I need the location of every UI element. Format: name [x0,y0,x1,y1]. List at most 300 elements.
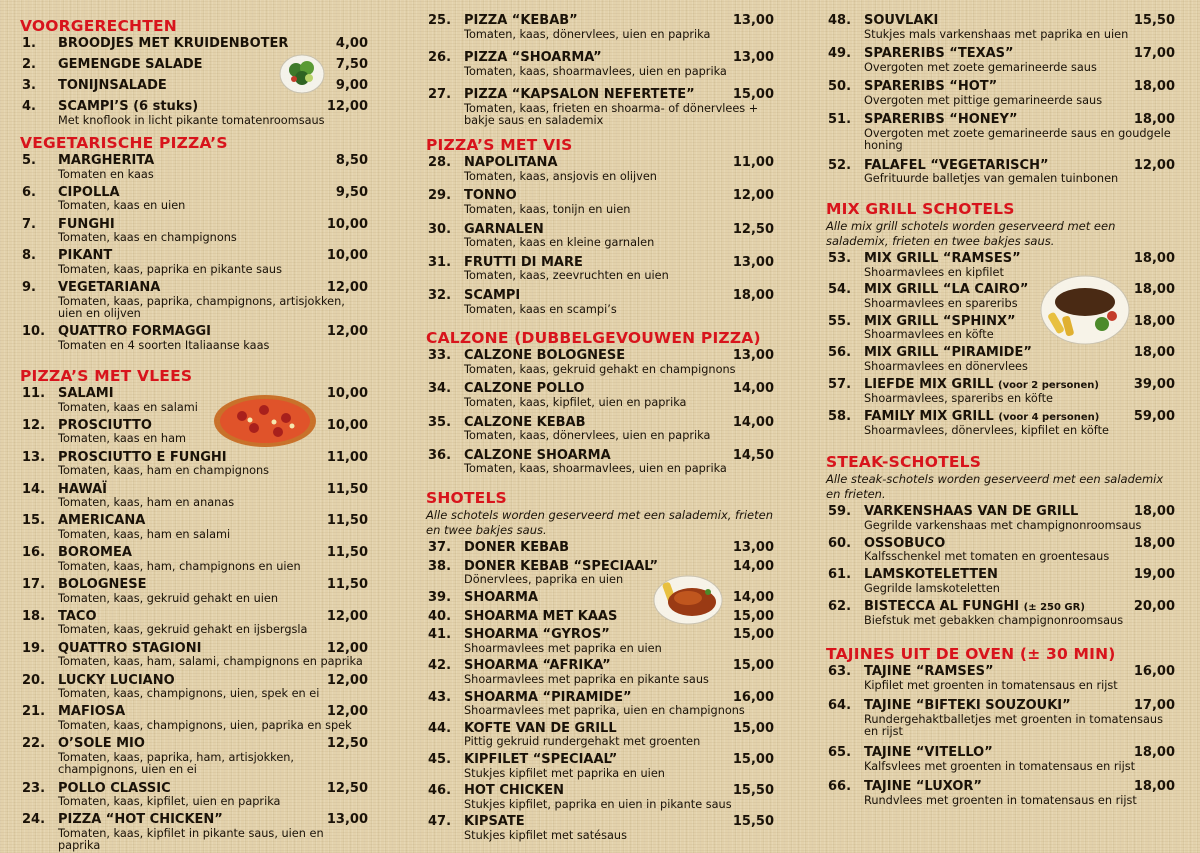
menu-item [20,324,368,352]
menu-item [826,13,1175,41]
item-description: Stukjes kipfilet, paprika en uien in pikante saus [464,797,732,811]
item-price: 8,50 [335,153,368,168]
menu-item-row [826,504,1175,520]
item-description: Tomaten, kaas, shoarmavlees, uien en paprika [464,64,727,78]
item-name: CALZONE POLLO [464,381,585,397]
item-name: FUNGHI [58,216,115,232]
item-price: 9,00 [335,78,368,94]
menu-item [426,255,774,283]
item-name: TAJINE “LUXOR” [864,779,982,795]
item-name: CALZONE BOLOGNESE [464,348,626,363]
item-price: 11,50 [326,545,368,561]
item-number: 1. [22,36,36,51]
item-price: 15,00 [732,608,774,624]
item-price: 15,00 [732,752,774,767]
item-number: 43. [428,689,452,705]
menu-item [826,158,1175,186]
menu-item-row [426,50,774,66]
item-name-wrap [58,812,327,828]
menu-item [20,704,368,732]
menu-item [826,779,1175,807]
item-number: 7. [22,216,36,232]
item-number: 22. [22,736,46,752]
menu-item [426,188,774,216]
menu-section [426,488,774,842]
item-description: Met knoflook in licht pikante tomatenroomsaus [58,113,325,127]
item-description: Gegrilde varkenshaas met champignonroomsaus [864,518,1142,532]
item-name-wrap [58,513,327,529]
item-name-wrap [864,377,1134,394]
menu-item-row [826,345,1175,361]
item-number: 28. [428,155,452,170]
menu-item-row [826,377,1175,394]
salad-bowl-icon [278,50,326,94]
item-name-wrap [464,255,733,271]
item-name-wrap [58,736,327,752]
item-number: 55. [828,313,852,329]
menu-item-row [20,482,368,498]
item-description: Tomaten, kaas, paprika en pikante saus [58,262,282,276]
item-description: Shoarmavlees en spareribs [864,296,1018,310]
item-price: 9,50 [335,184,368,200]
item-description: Tomaten, kaas, dönervlees, uien en paprika [464,429,711,443]
item-name-wrap [864,698,1134,714]
item-number: 54. [828,282,852,298]
item-name: TONIJNSALADE [58,78,167,94]
item-price: 12,00 [1133,157,1175,173]
item-number: 38. [428,558,452,574]
item-description: Shoarmavlees met paprika en uien [464,641,662,655]
item-name-wrap [464,540,733,556]
item-name-wrap [58,673,327,689]
item-name-wrap [464,658,733,674]
menu-item [20,99,368,127]
item-price: 14,00 [732,414,774,430]
item-number: 63. [828,664,852,679]
menu-item-row [20,781,368,797]
item-number: 33. [428,348,452,363]
item-description: Biefstuk met gebakken champignonroomsaus [864,614,1124,628]
item-price: 16,00 [732,689,774,705]
menu-item-row [20,673,368,689]
item-number: 21. [22,704,46,720]
menu-item [826,377,1175,406]
item-name: O’SOLE MIO [58,736,145,752]
menu-item [426,721,774,749]
menu-item-row [20,609,368,625]
item-description: Gefrituurde balletjes van gemalen tuinbonen [864,172,1119,185]
item-name-wrap [464,783,733,799]
item-price: 14,50 [732,447,774,463]
item-name-wrap [864,745,1134,761]
item-name: BOROMEA [58,545,132,561]
item-name-wrap [464,13,733,29]
mixed-grill-plate-icon [1040,272,1130,346]
item-price: 18,00 [1133,745,1175,761]
item-price: 13,00 [732,50,774,65]
item-number: 25. [428,13,452,28]
item-name-wrap [464,814,733,830]
item-price: 10,00 [326,417,368,433]
item-number: 41. [428,627,452,643]
item-name: CALZONE SHOARMA [464,447,611,463]
item-price: 11,50 [326,513,368,529]
item-portion-note: (voor 2 personen) [998,379,1099,391]
item-name-wrap [464,448,733,464]
item-number: 37. [428,540,452,555]
item-price: 14,00 [732,558,774,574]
item-number: 4. [22,99,36,115]
item-number: 29. [428,188,452,204]
item-name: TACO [58,608,97,624]
item-number: 46. [428,783,452,799]
item-price: 59,00 [1133,408,1175,424]
item-price: 17,00 [1133,46,1175,61]
item-name: SHOARMA “GYROS” [464,627,610,643]
item-name: SOUVLAKI [864,13,939,28]
menu-item [20,280,368,321]
item-name-wrap [864,158,1134,174]
menu-item [426,752,774,780]
item-name: MAFIOSA [58,704,126,720]
item-name: VEGETARIANA [58,280,161,296]
item-number: 57. [828,376,852,392]
menu-item-row [826,251,1175,267]
item-name: FALAFEL “VEGETARISCH” [864,157,1049,173]
item-description: Tomaten, kaas, champignons, uien, spek en ei [58,687,320,701]
item-name: MARGHERITA [58,153,155,168]
item-description: Tomaten, kaas, ham en salami [58,527,231,541]
menu-item [426,690,774,718]
item-name: LAMSKOTELETTEN [864,567,998,583]
menu-item [20,736,368,777]
menu-item-row [826,779,1175,795]
item-name: PIZZA “SHOARMA” [464,50,602,65]
item-name: LUCKY LUCIANO [58,672,175,688]
item-price: 18,00 [1133,313,1175,329]
menu-item-row [826,13,1175,29]
menu-item [426,415,774,443]
item-description: Stukjes kipfilet met satésaus [464,828,627,842]
item-name: DONER KEBAB “SPECIAAL” [464,558,659,574]
item-name: NAPOLITANA [464,155,558,170]
menu-item-row [20,248,368,264]
item-name: PIZZA “KEBAB” [464,13,578,28]
item-name-wrap [58,185,336,201]
item-description: Stukjes kipfilet met paprika en uien [464,766,665,780]
shoarma-plate-icon [652,570,724,626]
item-name-wrap [864,251,1134,267]
item-number: 58. [828,408,852,424]
menu-item-row [826,599,1175,616]
menu-section [20,133,368,352]
item-price: 15,00 [732,87,774,102]
item-number: 53. [828,251,852,266]
menu-item [426,783,774,811]
item-price: 12,00 [326,704,368,720]
item-name-wrap [864,46,1134,62]
menu-item [426,50,774,78]
menu-item [20,217,368,245]
item-name: BISTECCA AL FUNGHI [864,598,1020,614]
item-name-wrap [58,482,327,498]
item-name: QUATTRO STAGIONI [58,640,202,656]
menu-item-row [20,812,368,828]
item-name-wrap [58,217,327,233]
item-name: SHOARMA “AFRIKA” [464,658,611,674]
item-price: 12,00 [732,188,774,204]
item-name: KIPSATE [464,814,525,830]
menu-item-row [826,698,1175,714]
item-name: POLLO CLASSIC [58,780,171,796]
menu-item [20,153,368,181]
item-name: PIKANT [58,248,113,264]
item-price: 10,00 [326,216,368,232]
item-name: SHOARMA [464,589,539,605]
item-description: Tomaten, kaas en kleine garnalen [464,236,655,249]
item-description: Gegrilde lamskoteletten [864,581,1000,595]
item-name-wrap [58,704,327,720]
item-name-wrap [464,690,733,706]
menu-item [426,814,774,842]
item-number: 15. [22,513,46,529]
item-price: 18,00 [1133,779,1175,795]
item-portion-note: (± 250 GR) [1023,601,1085,613]
item-price: 15,50 [732,814,774,830]
section-title: VOORGERECHTEN [20,17,177,35]
item-number: 56. [828,345,852,361]
item-price: 12,00 [326,640,368,656]
menu-item-row [426,348,774,364]
item-number: 59. [828,504,852,519]
item-price: 18,00 [1133,251,1175,266]
menu-item [426,155,774,183]
item-description: Tomaten, kaas en champignons [58,231,237,245]
menu-section [426,13,774,128]
menu-item-row [426,448,774,464]
item-price: 19,00 [1133,567,1175,583]
item-name: KOFTE VAN DE GRILL [464,720,617,736]
item-price: 17,00 [1133,698,1175,714]
item-description: Tomaten, kaas, paprika, ham, artisjokken, champignons, uien en ei [58,750,295,777]
item-description: Tomaten, kaas en uien [58,199,186,213]
item-price: 18,00 [1133,112,1175,127]
item-number: 42. [428,658,452,674]
menu-item [826,664,1175,692]
item-price: 11,50 [326,577,368,593]
item-price: 18,00 [1133,535,1175,551]
item-price: 14,00 [732,381,774,397]
item-name: SCAMPI [464,288,521,303]
item-name: SPARERIBS “TEXAS” [864,46,1014,61]
menu-item-row [426,255,774,271]
menu-section [426,135,774,316]
item-number: 13. [22,449,46,465]
menu-item-row [20,99,368,115]
item-number: 32. [428,288,452,303]
section-title: STEAK-SCHOTELS [826,453,982,471]
item-number: 20. [22,672,46,688]
item-description: Tomaten, kaas, ham, champignons en uien [58,559,301,573]
menu-item-row [826,112,1175,128]
item-description: Tomaten, kaas en scampi’s [464,302,617,316]
item-description: Tomaten, kaas, gekruid gehakt en uien [58,591,279,605]
item-number: 50. [828,79,852,94]
item-number: 62. [828,598,852,614]
menu-item [826,112,1175,153]
item-name: KIPFILET “SPECIAAL” [464,752,618,767]
item-number: 49. [828,46,852,61]
item-price: 13,00 [732,348,774,363]
section-title: TAJINES UIT DE OVEN (± 30 MIN) [826,645,1116,663]
menu-section [826,13,1175,186]
item-number: 5. [22,153,36,168]
item-name: FRUTTI DI MARE [464,254,583,270]
item-description: Tomaten en kaas [58,167,154,181]
item-price: 12,50 [732,221,774,237]
pizza-icon [212,392,318,448]
item-number: 45. [428,752,452,767]
item-number: 60. [828,535,852,551]
item-name: SHOARMA “PIRAMIDE” [464,689,632,705]
item-price: 15,00 [732,720,774,736]
item-price: 11,00 [732,155,774,170]
item-number: 9. [22,280,36,296]
item-portion-note: (voor 4 personen) [998,411,1100,423]
item-description: Tomaten, kaas, ham en champignons [58,464,270,478]
item-description: Tomaten, kaas, paprika, champignons, artisjokken, uien en olijven [58,294,345,321]
item-price: 12,50 [326,780,368,796]
item-number: 47. [428,814,452,830]
item-name: TAJINE “RAMSES” [864,664,994,679]
item-name: AMERICANA [58,513,146,529]
item-name: SPARERIBS “HOT” [864,79,998,94]
item-name: FAMILY MIX GRILL [864,408,994,424]
item-description: Overgoten met zoete gemarineerde saus [864,60,1097,74]
item-description: Kalfsschenkel met tomaten en groentesaus [864,550,1110,564]
section-subtitle: Alle steak-schotels worden geserveerd met een salademix en frieten. [826,472,1164,501]
item-description: Shoarmavlees, dönervlees, kipfilet en köfte [864,424,1109,438]
item-name: PROSCIUTTO E FUNGHI [58,449,227,465]
item-description: Kipfilet met groenten in tomatensaus en rijst [864,678,1118,692]
item-description: Tomaten, kaas en salami [58,400,198,414]
menu-item [826,745,1175,773]
item-description: Tomaten, kaas, gekruid gehakt en champignons [464,362,736,376]
item-name: PIZZA “KAPSALON NEFERTETE” [464,87,695,102]
menu-item-row [20,545,368,561]
item-name: PIZZA “HOT CHICKEN” [58,812,223,828]
item-price: 12,00 [326,280,368,296]
item-price: 12,00 [326,608,368,624]
item-name-wrap [864,504,1134,520]
item-number: 61. [828,567,852,583]
item-description: Overgoten met zoete gemarineerde saus en goudgele honing [864,126,1171,152]
item-description: Tomaten, kaas, ansjovis en olijven [464,169,657,183]
item-number: 39. [428,589,452,605]
item-price: 13,00 [732,254,774,270]
item-price: 39,00 [1133,376,1175,392]
section-subtitle: Alle schotels worden geserveerd met een salademix, frieten en twee bakjes saus. [426,508,773,537]
item-name-wrap [58,450,327,466]
item-price: 15,50 [1133,13,1175,28]
item-price: 18,00 [1133,345,1175,361]
item-price: 11,00 [326,449,368,465]
item-name-wrap [58,545,327,561]
item-description: Kalfsvlees met groenten in tomatensaus en rijst [864,759,1136,773]
item-number: 24. [22,812,46,828]
item-number: 34. [428,381,452,397]
menu-item-row [826,158,1175,174]
item-description: Tomaten, kaas, tonijn en uien [464,202,631,216]
menu-item [20,641,368,669]
item-name: SPARERIBS “HONEY” [864,112,1018,127]
item-number: 10. [22,324,46,340]
menu-item [426,658,774,686]
menu-item-row [20,513,368,529]
item-number: 51. [828,112,852,127]
item-description: Tomaten, kaas, kipfilet in pikante saus, uien en paprika [58,826,324,853]
menu-item [826,599,1175,628]
item-name: TAJINE “VITELLO” [864,745,993,761]
menu-item-row [426,415,774,431]
item-name: TONNO [464,188,517,204]
menu-item [20,482,368,510]
item-name: MIX GRILL “SPHINX” [864,313,1016,329]
item-name: OSSOBUCO [864,535,946,551]
item-description: Shoarmavlees en köfte [864,328,994,342]
menu-item [20,781,368,809]
item-name: CIPOLLA [58,184,120,200]
item-number: 8. [22,248,36,264]
item-name: BROODJES MET KRUIDENBOTER [58,36,289,51]
menu-item [20,545,368,573]
item-description: Tomaten, kaas, ham, salami, champignons en paprika [58,655,363,669]
item-description: Tomaten en 4 soorten Italiaanse kaas [58,338,270,352]
item-name: SCAMPI’S (6 stuks) [58,99,199,115]
item-name-wrap [464,50,733,66]
section-title: CALZONE (DUBBELGEVOUWEN PIZZA) [426,329,761,347]
item-price: 13,00 [732,13,774,28]
menu-item-row [826,664,1175,680]
menu-item [826,409,1175,438]
item-number: 30. [428,221,452,237]
item-number: 31. [428,254,452,270]
section-title: VEGETARISCHE PIZZA’S [20,134,228,152]
item-number: 23. [22,780,46,796]
item-name-wrap [58,781,327,797]
menu-item-row [426,188,774,204]
item-number: 6. [22,184,36,200]
item-name: DONER KEBAB [464,540,569,555]
menu-item [426,87,774,128]
item-description: Tomaten, kaas, frieten en shoarma- of dönervlees + bakje saus en salademix [464,101,759,127]
item-price: 14,00 [732,589,774,605]
item-name-wrap [864,79,1134,95]
item-number: 48. [828,13,852,28]
menu-item-row [426,288,774,304]
item-name: MIX GRILL “PIRAMIDE” [864,345,1032,361]
item-description: Tomaten, kaas, zeevruchten en uien [464,269,669,283]
item-description: Shoarmavlees, spareribs en köfte [864,392,1053,406]
item-name: GEMENGDE SALADE [58,57,203,73]
item-number: 35. [428,414,452,430]
menu-item-row [426,752,774,768]
menu-item [826,698,1175,739]
menu-item-row [426,155,774,171]
item-name: MIX GRILL “RAMSES” [864,251,1021,266]
section-title: SHOTELS [426,489,507,507]
item-price: 12,50 [326,736,368,752]
